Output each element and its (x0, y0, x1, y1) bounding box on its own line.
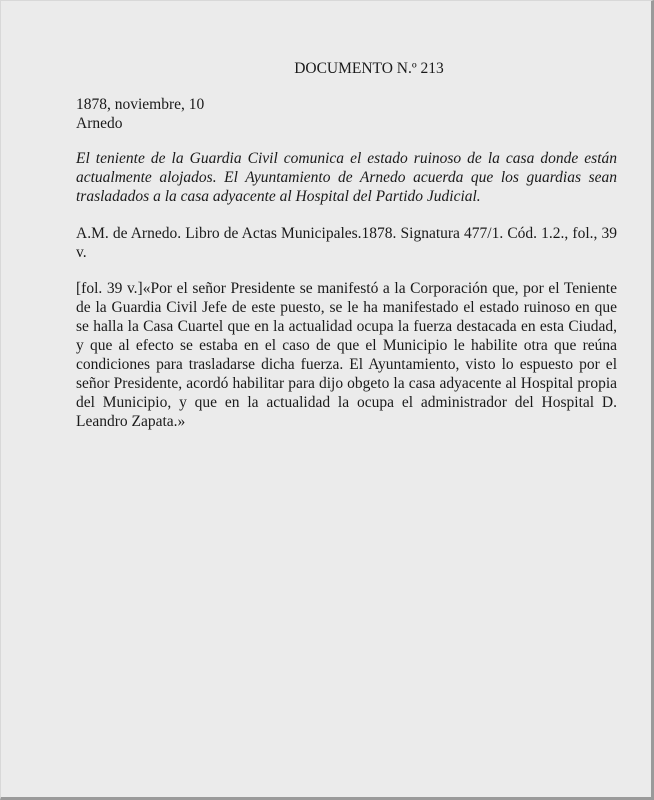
document-title: DOCUMENTO N.º 213 (294, 60, 444, 77)
document-place: Arnedo (76, 115, 123, 132)
document-summary: El teniente de la Guardia Civil comunica el estado ruinoso de la casa donde están actualmente alojados. El Ayuntamiento de Arnedo acuerda que los guardias sean trasladados a la casa adyacente al Hospital del Partido Judicial. (76, 150, 617, 205)
document-source: A.M. de Arnedo. Libro de Actas Municipales.1878. Signatura 477/1. Cód. 1.2., fol., 39 v. (76, 225, 617, 261)
document-date: 1878, noviembre, 10 (76, 96, 205, 113)
document-body: [fol. 39 v.]«Por el señor Presidente se manifestó a la Corporación que, por el Teniente de la Guardia Civil Jefe de este puesto, se le ha manifestado el estado ruinoso en que se halla la Casa Cuartel que en la actualidad ocupa la fuerza destacada en esta Ciudad, y que al efecto se estaba en el caso de que el Municipio le habilite otra que reúna condiciones para trasladarse dicha fuerza. El Ayuntamiento, visto lo espuesto por el señor Presidente, acordó habilitar para dijo obgeto la casa adyacente al Hospital propia del Municipio, y que en la actualidad la ocupa el administrador del Hospital D. Leandro Zapata.» (76, 280, 617, 430)
document-content (76, 59, 617, 431)
